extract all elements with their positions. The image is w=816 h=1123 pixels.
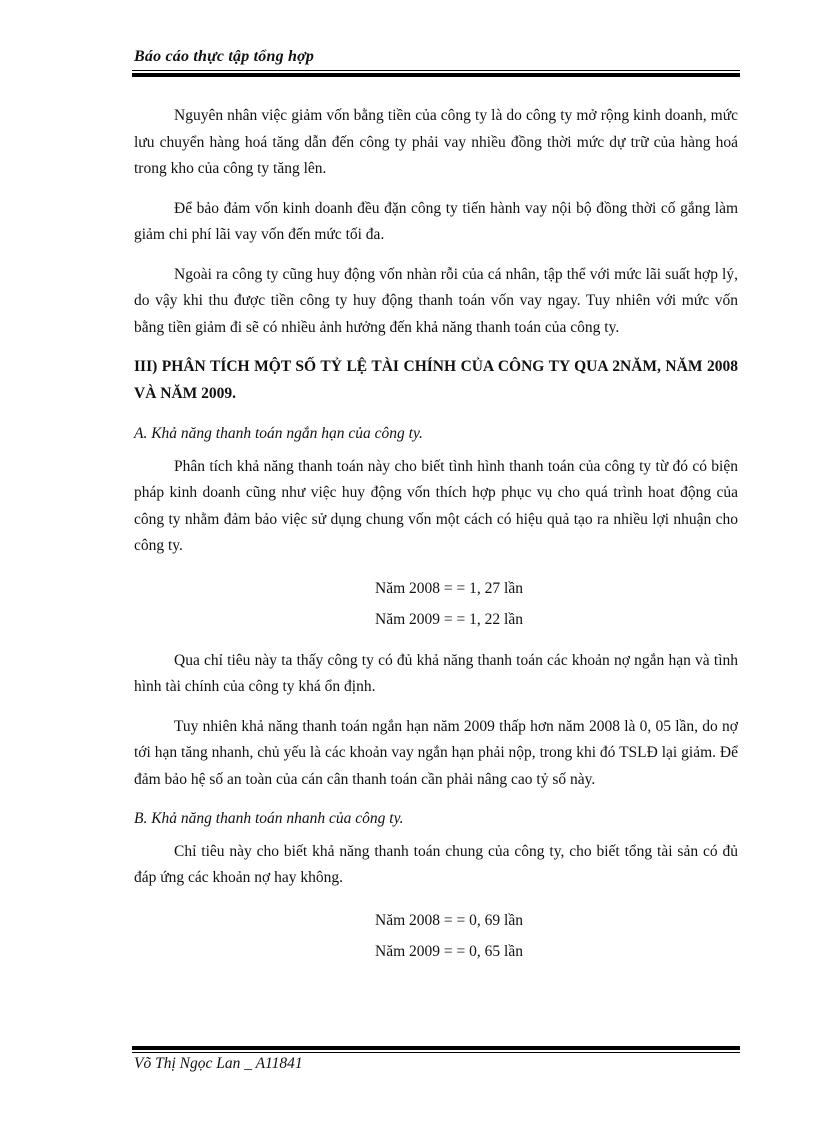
formula-2009-short-term: Năm 2009 = = 1, 22 lần [375, 610, 523, 628]
header-rule-thick [132, 73, 740, 77]
formula-2009-quick: Năm 2009 = = 0, 65 lần [375, 942, 523, 960]
section-a-paragraph-decline: Tuy nhiên khả năng thanh toán ngắn hạn năm 2009 thấp hơn năm 2008 là 0, 05 lần, do nợ tới hạn tăng nhanh, chủ yếu là các khoản vay ngắn hạn phải nộp, trong khi đó TSLĐ lại giảm. Để đảm bảo hệ số an toàn của cán cân thanh toán cần phải nâng cao tỷ số này. [134, 717, 738, 788]
paragraph-idle-capital: Ngoài ra công ty cũng huy động vốn nhàn rỗi của cá nhân, tập thể với mức lãi suất hợp lý, do vậy khi thu được tiền công ty huy động thanh toán vốn vay ngay. Tuy nhiên với mức vốn bằng tiền giảm đi sẽ có nhiều ảnh hưởng đến khả năng thanh toán của công ty. [134, 265, 738, 336]
paragraph-internal-loan: Để bảo đảm vốn kinh doanh đều đặn công ty tiến hành vay nội bộ đồng thời cố gắng làm giảm chi phí lãi vay vốn đến mức tối đa. [134, 199, 738, 243]
page-header-title: Báo cáo thực tập tổng hợp [134, 48, 315, 65]
section-heading: III) PHÂN TÍCH MỘT SỐ TỶ LỆ TÀI CHÍNH CỦA CÔNG TY QUA 2NĂM, NĂM 2008 VÀ NĂM 2009. [134, 358, 738, 402]
section-b-intro: Chỉ tiêu này cho biết khả năng thanh toán chung của công ty, cho biết tổng tài sản có đủ đáp ứng các khoản nợ hay không. [134, 842, 738, 886]
section-b-title: B. Khả năng thanh toán nhanh của công ty. [134, 810, 404, 827]
footer-rule-thick [132, 1046, 740, 1050]
section-a-paragraph-stable: Qua chỉ tiêu này ta thấy công ty có đủ khả năng thanh toán các khoản nợ ngắn hạn và tình hình tài chính của công ty khá ổn định. [134, 651, 738, 695]
formula-2008-short-term: Năm 2008 = = 1, 27 lần [375, 579, 523, 597]
formula-2008-quick: Năm 2008 = = 0, 69 lần [375, 911, 523, 929]
footer-author: Võ Thị Ngọc Lan _ A11841 [134, 1055, 303, 1072]
header-rule-thin [132, 70, 740, 71]
paragraph-reason: Nguyên nhân việc giảm vốn bằng tiền của công ty là do công ty mở rộng kinh doanh, mức lưu chuyển hàng hoá tăng dẫn đến công ty phải vay nhiều đồng thời mức dự trữ của hàng hoá trong kho của công ty tăng lên. [134, 107, 738, 177]
section-a-formulas [134, 573, 738, 635]
section-b-formulas [134, 905, 738, 967]
footer-rule-thin [132, 1052, 740, 1053]
page-body [134, 103, 738, 980]
section-a-title: A. Khả năng thanh toán ngắn hạn của công ty. [134, 425, 423, 442]
section-a-intro: Phân tích khả năng thanh toán này cho biết tình hình thanh toán của công ty từ đó có biện pháp kinh doanh cũng như việc huy động vốn thích hợp phục vụ cho quá trình hoat động của công ty nhằm đảm bảo việc sử dụng chung vốn một cách có hiệu quả tạo ra nhiều lợi nhuận cho công ty. [134, 457, 738, 554]
